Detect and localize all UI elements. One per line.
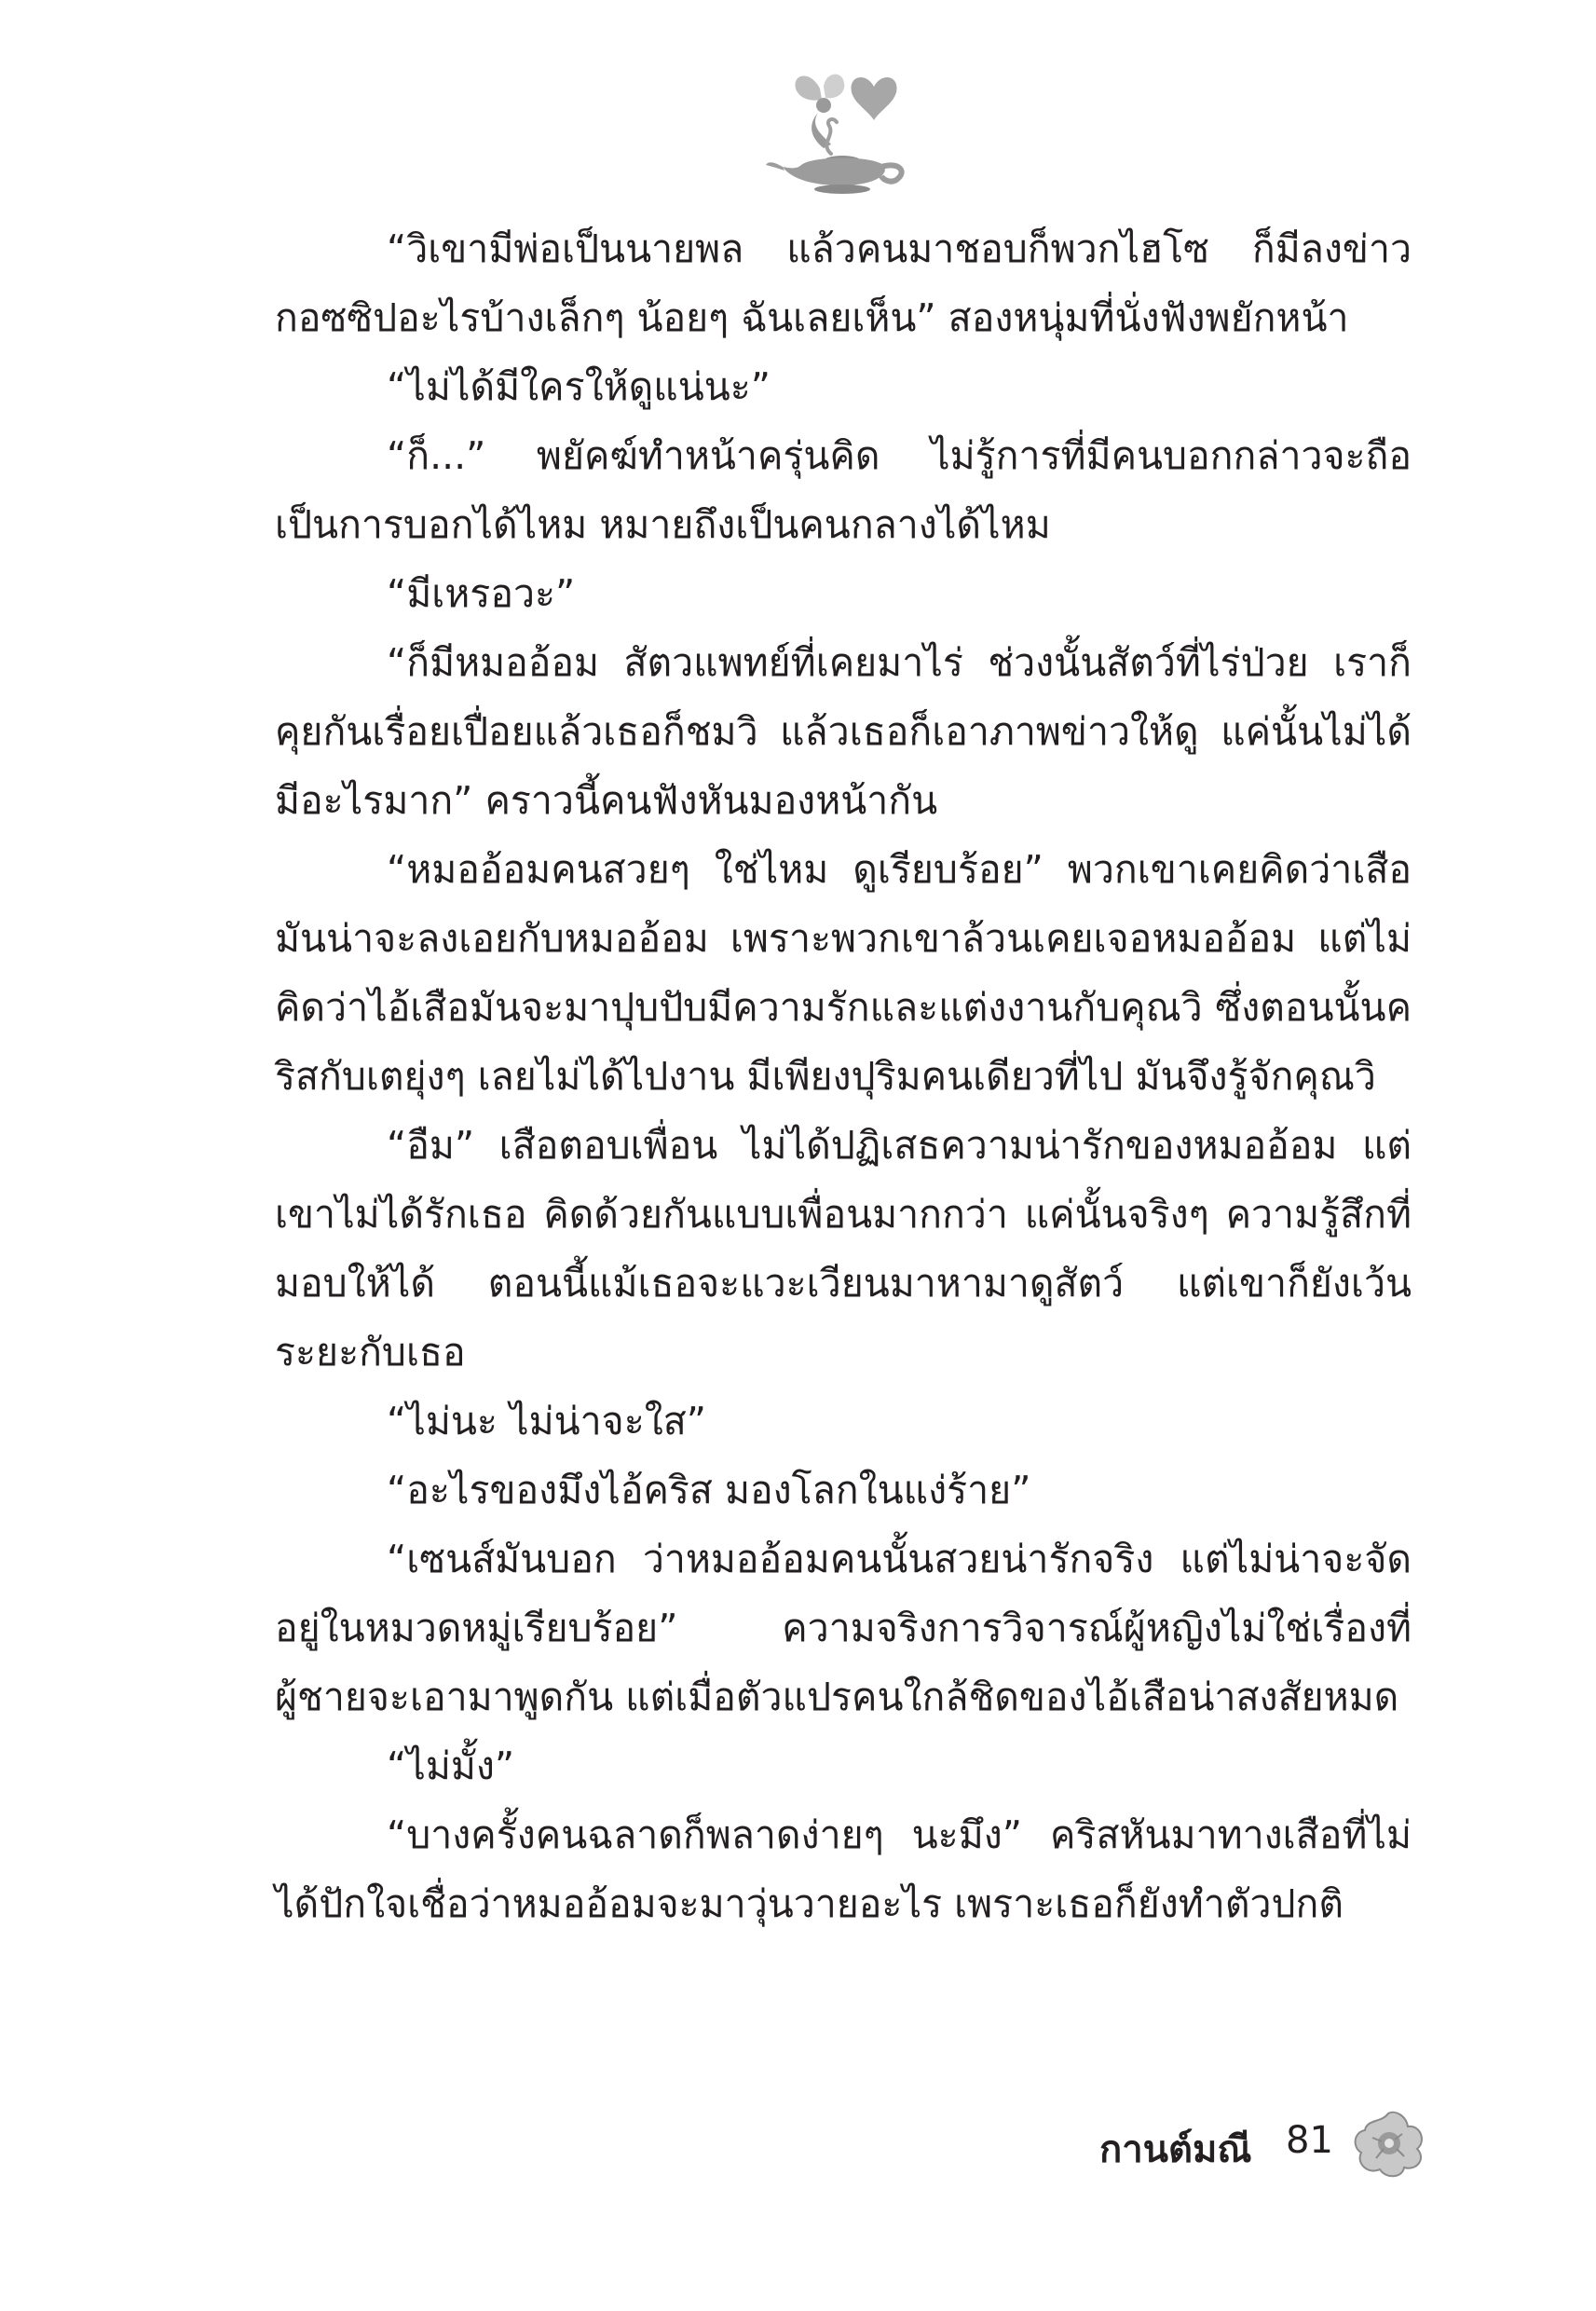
chapter-body: [275, 214, 1412, 1938]
paragraph: “หมออ้อมคนสวยๆ ใช่ไหม ดูเรียบร้อย” พวกเขาเคยคิดว่าเสือมันน่าจะลงเอยกับหมออ้อม เพราะพวกเขาล้วนเคยเจอหมออ้อม แต่ไม่คิดว่าไอ้เสือมันจะมาปุบปับมีความรักและแต่งงานกับคุณวิ ซึ่งตอนนั้นคริสกับเตยุ่งๆ เลยไม่ได้ไปงาน มีเพียงปุริมคนเดียวที่ไป มันจึงรู้จักคุณวิ: [275, 847, 1412, 1099]
paragraph: “บางครั้งคนฉลาดก็พลาดง่ายๆ นะมึง” คริสหันมาทางเสือที่ไม่ได้ปักใจเชื่อว่าหมออ้อมจะมาวุ่นวายอะไร เพราะเธอก็ยังทำตัวปกติ: [275, 1812, 1412, 1926]
paragraph: “ก็มีหมออ้อม สัตวแพทย์ที่เคยมาไร่ ช่วงนั้นสัตว์ที่ไร่ป่วย เราก็คุยกันเรื่อยเปื่อยแล้วเธอก็ชมวิ แล้วเธอก็เอาภาพข่าวให้ดู แค่นั้นไม่ได้มีอะไรมาก” คราวนี้คนฟังหันมองหน้ากัน: [275, 640, 1412, 823]
paragraph: “อะไรของมึงไอ้คริส มองโลกในแง่ร้าย”: [387, 1468, 1031, 1512]
paragraph: “อืม” เสือตอบเพื่อน ไม่ได้ปฏิเสธความน่ารักของหมออ้อม แต่เขาไม่ได้รักเธอ คิดด้วยกันแบบเพื่อนมากกว่า แค่นั้นจริงๆ ความรู้สึกที่มอบให้ได้ ตอนนี้แม้เธอจะแวะเวียนมาหามาดูสัตว์ แต่เขาก็ยังเว้นระยะกับเธอ: [275, 1123, 1412, 1374]
page-number: 81: [1286, 2119, 1333, 2162]
paragraph: “ไม่มั้ง”: [387, 1744, 515, 1788]
magic-lamp-icon: [764, 51, 913, 200]
paragraph: “ไม่ได้มีใครให้ดูแน่นะ”: [387, 364, 771, 409]
paragraph: “ไม่นะ ไม่น่าจะใส”: [387, 1399, 706, 1443]
paragraph: “มีเหรอวะ”: [387, 571, 576, 616]
book-title: กานต์มณี: [1099, 2128, 1252, 2171]
page-footer: [1099, 2106, 1435, 2181]
flower-icon: [1346, 2106, 1430, 2181]
paragraph: “วิเขามีพ่อเป็นนายพล แล้วคนมาชอบก็พวกไฮโซ ก็มีลงข่าวกอซซิปอะไรบ้างเล็กๆ น้อยๆ ฉันเลยเห็น” สองหนุ่มที่นั่งฟังพยักหน้า: [275, 226, 1412, 340]
paragraph: “เซนส์มันบอก ว่าหมออ้อมคนนั้นสวยน่ารักจริง แต่ไม่น่าจะจัดอยู่ในหมวดหมู่เรียบร้อย” ความจริงการวิจารณ์ผู้หญิงไม่ใช่เรื่องที่ผู้ชายจะเอามาพูดกัน แต่เมื่อตัวแปรคนใกล้ชิดของไอ้เสือน่าสงสัยหมด: [275, 1537, 1412, 1719]
paragraph: “ก็...” พยัคฆ์ทำหน้าครุ่นคิด ไม่รู้การที่มีคนบอกกล่าวจะถือเป็นการบอกได้ไหม หมายถึงเป็นคนกลางได้ไหม: [275, 433, 1412, 547]
